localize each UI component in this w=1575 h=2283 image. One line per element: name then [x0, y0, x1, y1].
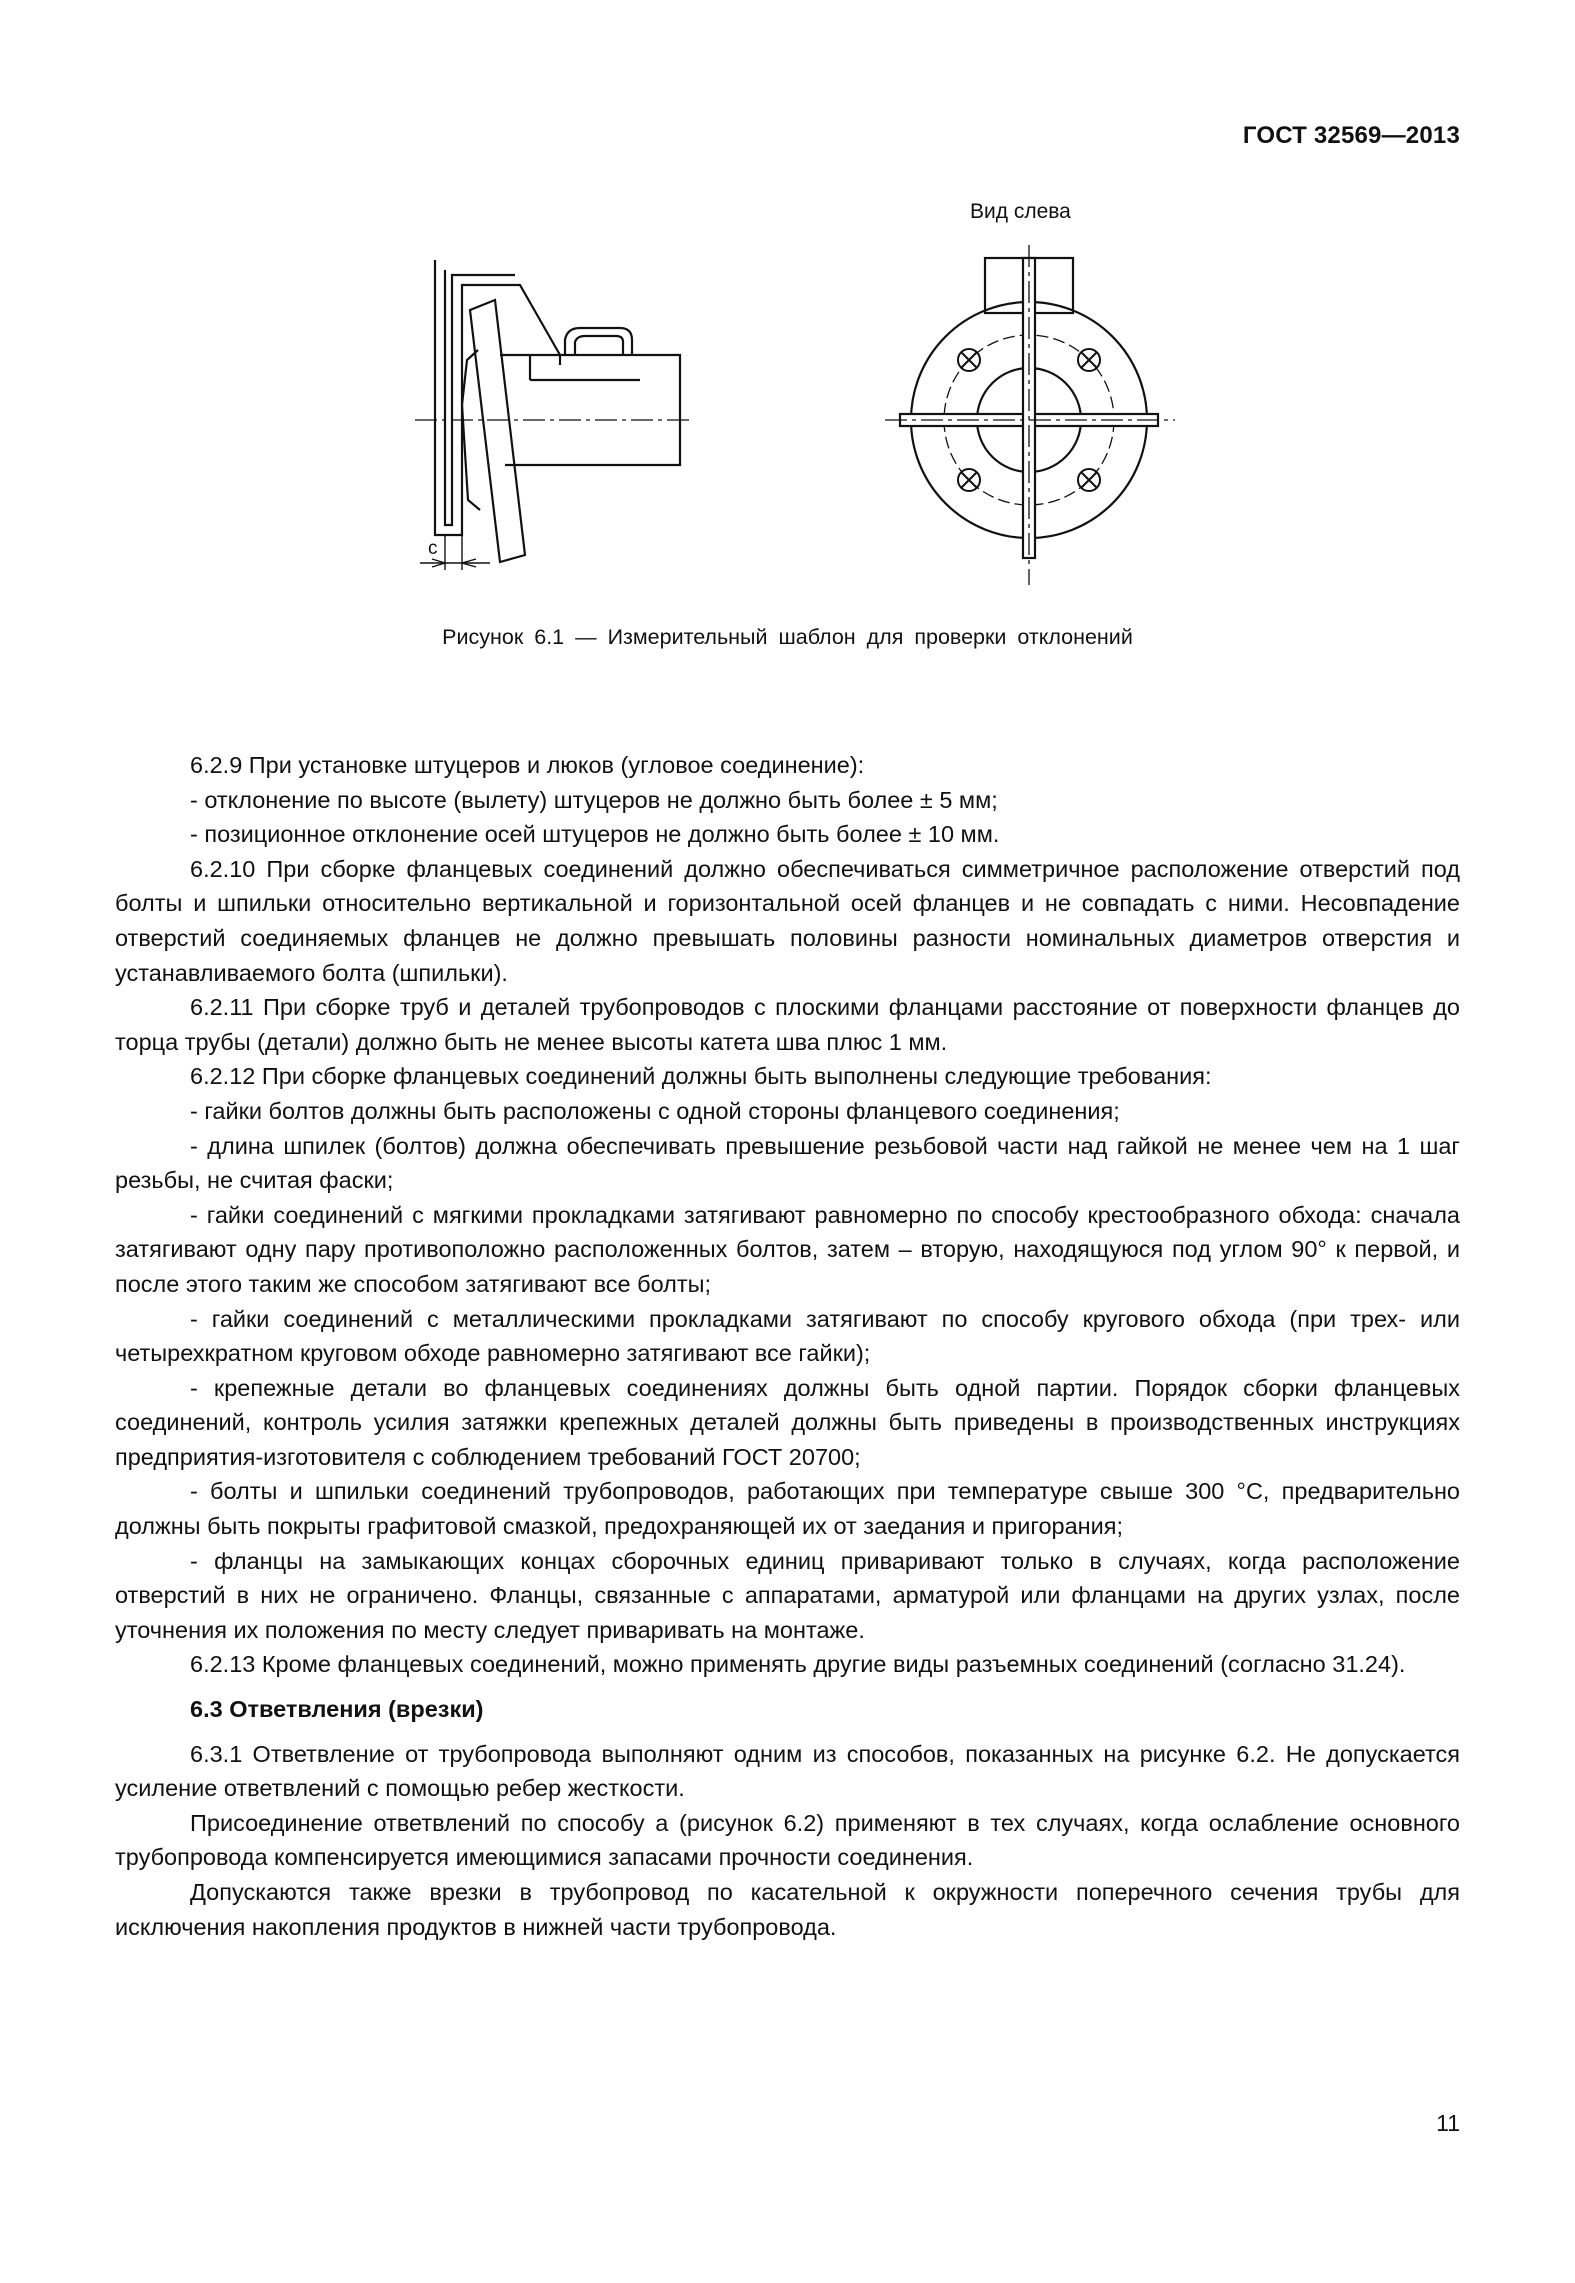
dimension-label: с	[428, 538, 438, 559]
paragraph: - отклонение по высоте (вылету) штуцеров не должно быть более ± 5 мм;	[190, 786, 998, 813]
paragraph: Допускаются также врезки в трубопровод по касательной к окружности поперечного сечения трубы для исключения накопления продуктов в нижней части трубопровода.	[115, 1879, 1460, 1940]
figure-6-1	[0, 190, 1575, 620]
measuring-template-drawing	[0, 190, 1575, 620]
page-number: 11	[1436, 2110, 1460, 2136]
paragraph: - позиционное отклонение осей штуцеров не должно быть более ± 10 мм.	[190, 821, 1000, 848]
paragraph: 6.2.12 При сборке фланцевых соединений должны быть выполнены следующие требования:	[190, 1063, 1212, 1090]
paragraph: - болты и шпильки соединений трубопроводов, работающих при температуре свыше 300 °С, предварительно должны быть покрыты графитовой смазкой, предохраняющей их от заедания и пригорания;	[115, 1478, 1460, 1540]
document-header: ГОСТ 32569—2013	[1242, 122, 1460, 149]
paragraph: 6.2.10 При сборке фланцевых соединений должно обеспечиваться симметричное расположение отверстий под болты и шпильки относительно вертикальной и горизонтальной осей фланцев и не совпадать с ними. Несовпадение отверстий соединяемых фланцев не должно превышать половины разности номинальных диаметров отверстия и устанавливаемого болта (шпильки).	[115, 855, 1460, 986]
pipe-body	[500, 355, 680, 465]
paragraph: 6.3.1 Ответвление от трубопровода выполняют одним из способов, показанных на рисунке 6.2. Не допускается усиление ответвлений с помощью ребер жесткости.	[115, 1740, 1460, 1802]
tilted-flange	[470, 300, 525, 562]
paragraph: 6.2.9 При установке штуцеров и люков (угловое соединение):	[190, 752, 865, 778]
section-heading: 6.3 Ответвления (врезки)	[190, 1696, 484, 1723]
paragraph: - длина шпилек (болтов) должна обеспечивать превышение резьбовой части над гайкой не менее чем на 1 шаг резьбы, не считая фаски;	[115, 1132, 1460, 1194]
paragraph: Присоединение ответвлений по способу а (рисунок 6.2) применяют в тех случаях, когда ослабление основного трубопровода компенсируется имеющимися запасами прочности соединения.	[115, 1809, 1460, 1871]
paragraph: - крепежные детали во фланцевых соединениях должны быть одной партии. Порядок сборки фланцевых соединений, контроль усилия затяжки крепежных деталей должны быть приведены в производственных инструкциях предприятия-изготовителя с соблюдением требований ГОСТ 20700;	[115, 1374, 1460, 1470]
paragraph: - гайки болтов должны быть расположены с одной стороны фланцевого соединения;	[190, 1097, 1120, 1124]
paragraph: - фланцы на замыкающих концах сборочных единиц приваривают только в случаях, когда расположение отверстий в них не ограничено. Фланцы, связанные с аппаратами, арматурой или фланцами на других узлах, после уточнения их положения по месту следует приваривать на монтаже.	[115, 1547, 1460, 1643]
document-body	[115, 748, 1460, 1944]
view-label: Вид слева	[970, 200, 1071, 223]
figure-caption: Рисунок 6.1 — Измерительный шаблон для проверки отклонений	[442, 625, 1133, 649]
paragraph: - гайки соединений с металлическими прокладками затягивают по способу кругового обхода (при трех- или четырехкратном круговом обходе равномерно затягивают все гайки);	[115, 1305, 1460, 1367]
template-outline	[435, 260, 560, 535]
paragraph: 6.2.11 При сборке труб и деталей трубопроводов с плоскими фланцами расстояние от поверхности фланцев до торца трубы (детали) должно быть не менее высоты катета шва плюс 1 мм.	[115, 994, 1460, 1055]
paragraph: - гайки соединений с мягкими прокладками затягивают равномерно по способу крестообразного обхода: сначала затягивают одну пару противоположно расположенных болтов, затем – вторую, находящуюся под углом 90° к первой, и после этого таким же способом затягивают все болты;	[115, 1201, 1460, 1297]
paragraph: 6.2.13 Кроме фланцевых соединений, можно применять другие виды разъемных соединений (согласно 31.24).	[190, 1651, 1406, 1678]
